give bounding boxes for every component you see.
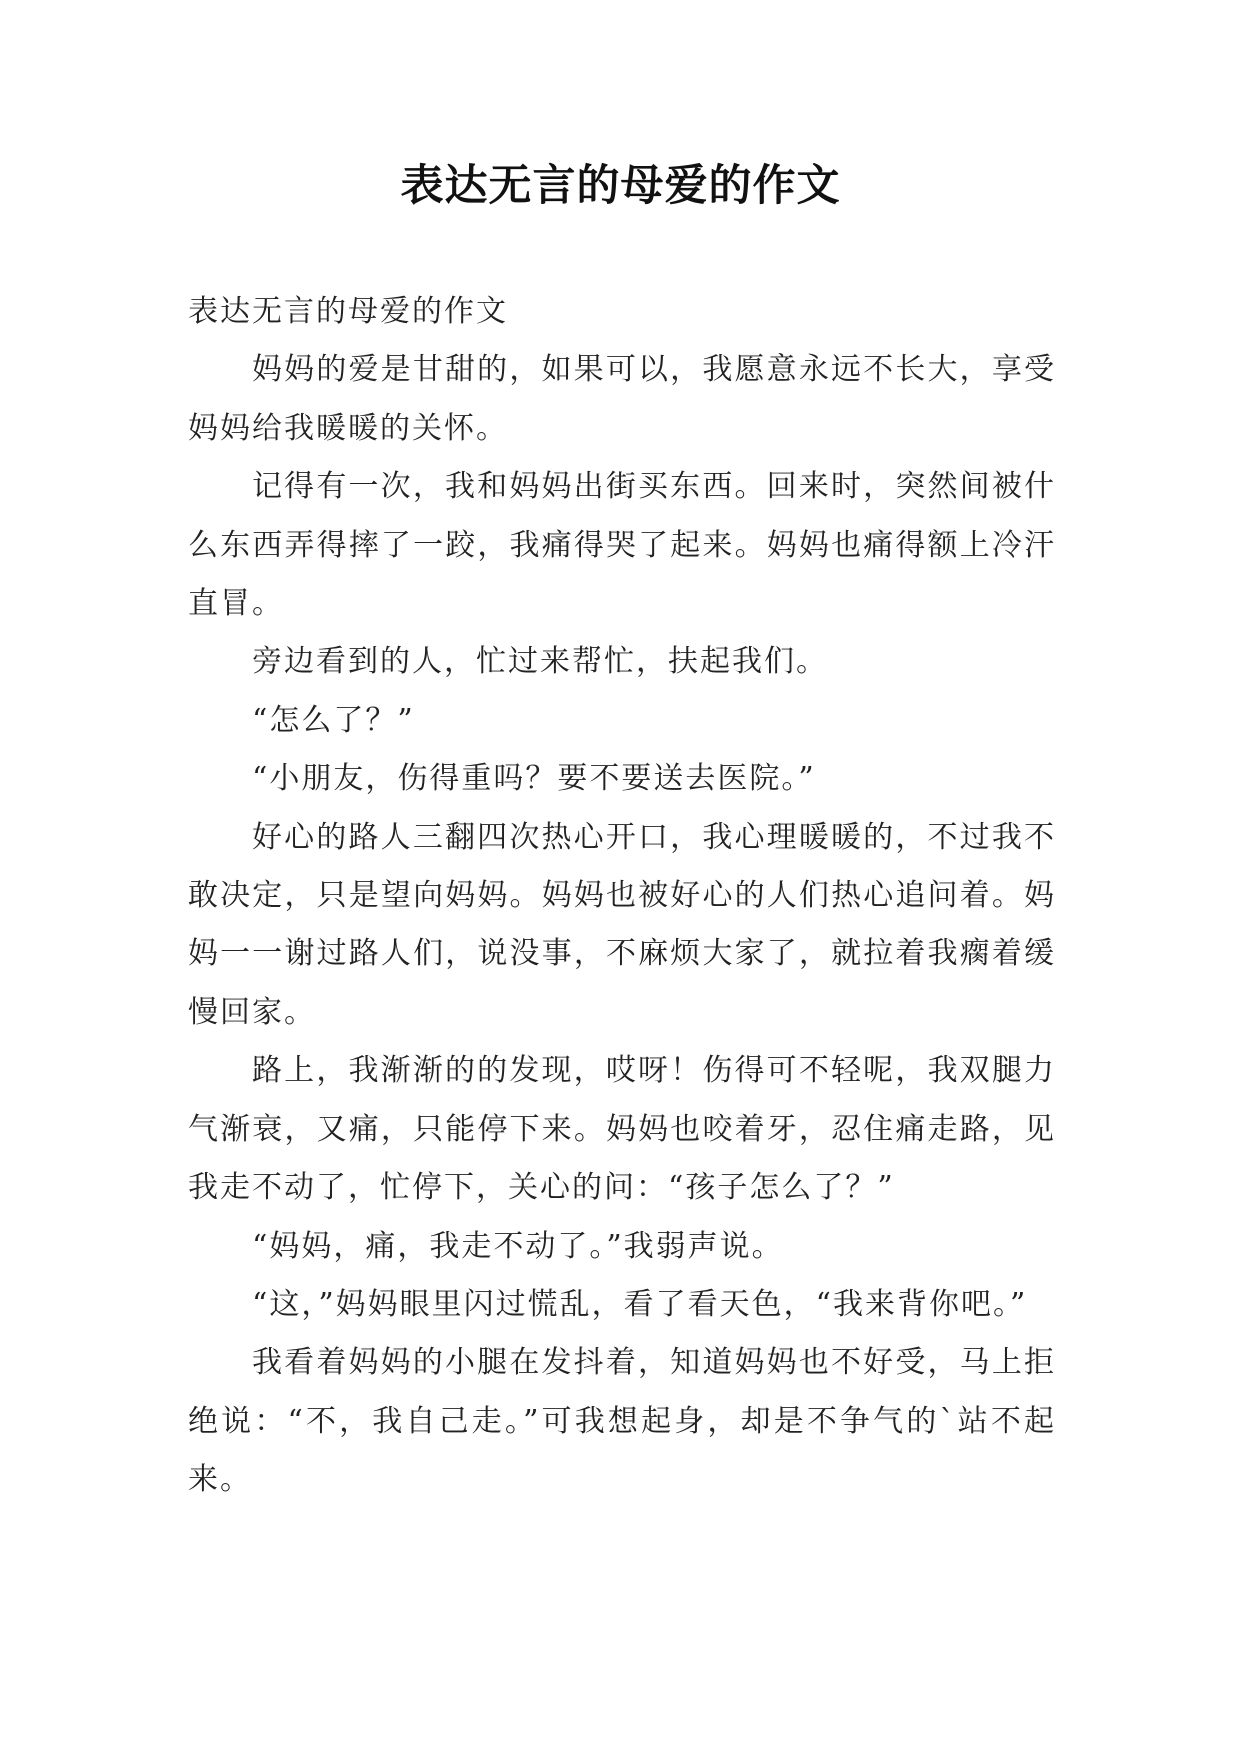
paragraph: “这，”妈妈眼里闪过慌乱，看了看天色，“我来背你吧。” — [252, 1286, 1028, 1322]
paragraph: “妈妈，痛，我走不动了。”我弱声说。 — [252, 1228, 784, 1264]
document-subtitle: 表达无言的母爱的作文 — [188, 294, 508, 329]
document-title: 表达无言的母爱的作文 — [400, 161, 841, 211]
paragraph: 妈妈的爱是甘甜的，如果可以，我愿意永远不长大，享受妈妈给我暖暖的关怀。 — [188, 352, 1056, 446]
document-body — [188, 283, 1056, 1510]
paragraph: 路上，我渐渐的的发现，哎呀！伤得可不轻呢，我双腿力气渐衰，又痛，只能停下来。妈妈也咬着牙，忍住痛走路，见我走不动了，忙停下，关心的问：“孩子怎么了？” — [188, 1053, 1056, 1206]
paragraph: 旁边看到的人，忙过来帮忙，扶起我们。 — [252, 644, 828, 680]
paragraph: 我看着妈妈的小腿在发抖着，知道妈妈也不好受，马上拒绝说：“不，我自己走。”可我想起身，却是不争气的`站不起来。 — [188, 1345, 1056, 1498]
paragraph: 记得有一次，我和妈妈出街买东西。回来时，突然间被什么东西弄得摔了一跤，我痛得哭了起来。妈妈也痛得额上冷汗直冒。 — [188, 469, 1056, 622]
paragraph: 好心的路人三翻四次热心开口，我心理暖暖的，不过我不敢决定，只是望向妈妈。妈妈也被好心的人们热心追问着。妈妈一一谢过路人们，说没事，不麻烦大家了，就拉着我瘸着缓慢回家。 — [188, 819, 1056, 1030]
paragraph: “怎么了？” — [252, 702, 415, 738]
paragraph: “小朋友，伤得重吗？要不要送去医院。” — [252, 761, 816, 797]
